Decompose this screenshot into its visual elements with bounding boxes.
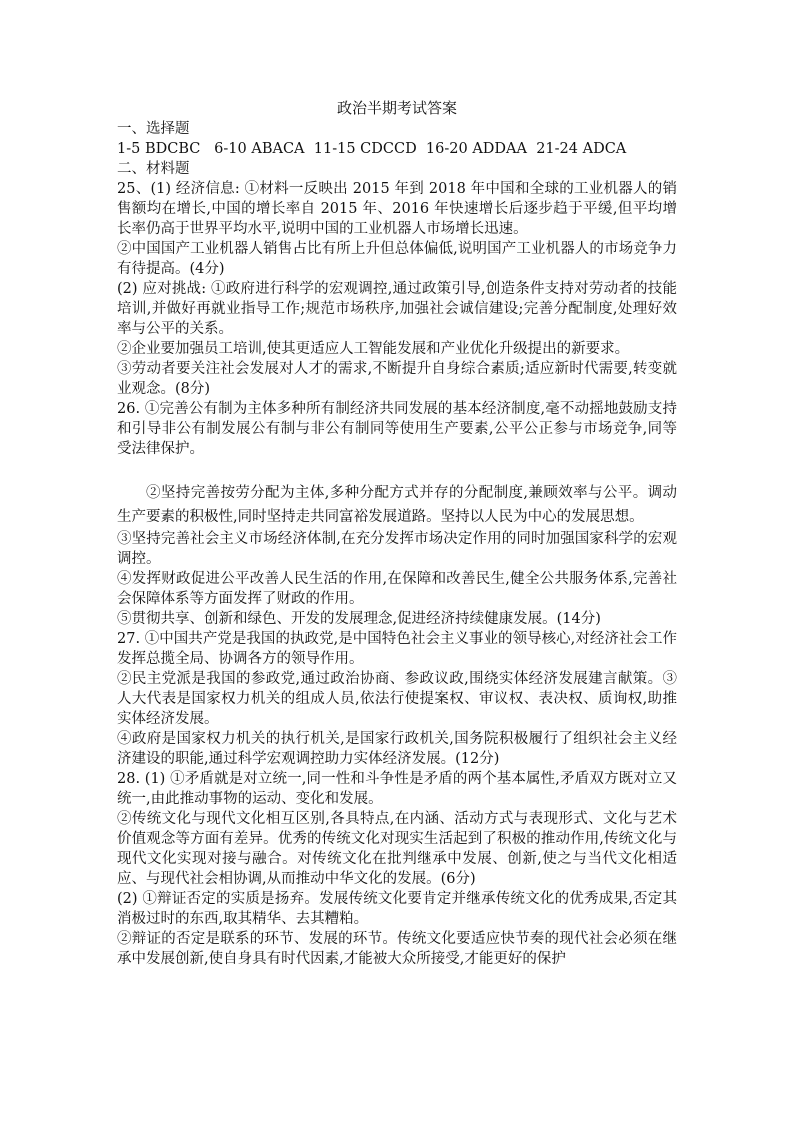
q26-point4: ④发挥财政促进公平改善人民生活的作用,在保障和改善民生,健全公共服务体系,完善社会保障体系等方面发挥了财政的作用。 [117,571,677,607]
q28-part2-point2: ②辩证的否定是联系的环节、发展的环节。传统文化要适应快节奏的现代社会必须在继承中发展创新,使自身具有时代因素,才能被大众所接受,才能更好的保护 [117,931,677,967]
q28-part1-point2: ②传统文化与现代文化相互区别,各具特点,在内涵、活动方式与表现形式、文化与艺术价值观念等方面有差异。优秀的传统文化对现实生活起到了积极的推动作用,传统文化与现代文化实现对接与融合。对传统文化在批判继承中发展、创新,使之与当代文化相适应、与现代社会相协调,从而推动中华文化的发展。(6分) [117,811,677,887]
multiple-choice-answers: 1-5 BDCBC 6-10 ABACA 11-15 CDCCD 16-20 ADDAA 21-24 ADCA [117,141,627,157]
q25-part1-point2: ②中国国产工业机器人销售占比有所上升但总体偏低,说明国产工业机器人的市场竞争力有待提高。(4分) [117,241,677,277]
q28-part2-point1: (2) ①辩证否定的实质是扬弃。发展传统文化要肯定并继承传统文化的优秀成果,否定其消极过时的东西,取其精华、去其糟粕。 [117,891,677,927]
q25-part2-challenges: (2) 应对挑战: ①政府进行科学的宏观调控,通过政策引导,创造条件支持对劳动者的技能培训,并做好再就业指导工作;规范市场秩序,加强社会诚信建设;完善分配制度,处理好效率与公平的关系。 [117,281,677,337]
q27-point1: 27. ①中国共产党是我国的执政党,是中国特色社会主义事业的领导核心,对经济社会工作发挥总揽全局、协调各方的领导作用。 [117,631,677,667]
q26-point3: ③坚持完善社会主义市场经济体制,在充分发挥市场决定作用的同时加强国家科学的宏观调控。 [117,531,677,567]
answer-document [117,98,677,969]
q26-point1: 26. ①完善公有制为主体多种所有制经济共同发展的基本经济制度,毫不动摇地鼓励支持和引导非公有制发展公有制与非公有制同等使用生产要素,公平公正参与市场竞争,同等受法律保护。 [117,401,677,457]
q25-part2-point3: ③劳动者要关注社会发展对人才的需求,不断提升自身综合素质;适应新时代需要,转变就业观念。(8分) [117,361,677,397]
q26-point5: ⑤贯彻共享、创新和绿色、开发的发展理念,促进经济持续健康发展。(14分) [117,611,601,627]
q25-part1-economic-info: 25、(1) 经济信息: ①材料一反映出 2015 年到 2018 年中国和全球的工业机器人的销售额均在增长,中国的增长率自 2015 年、2016 年快速增长后逐步趋于平缓,但平均增长率仍高于世界平均水平,说明中国的工业机器人市场增长迅速。 [117,181,677,237]
section-heading-material: 二、材料题 [117,161,190,177]
document-title: 政治半期考试答案 [336,99,457,117]
q27-point4: ④政府是国家权力机关的执行机关,是国家行政机关,国务院积极履行了组织社会主义经济建设的职能,通过科学宏观调控助力实体经济发展。(12分) [117,731,677,767]
q25-part2-point2: ②企业要加强员工培训,使其更适应人工智能发展和产业优化升级提出的新要求。 [117,341,630,357]
section-heading-multiple-choice: 一、选择题 [117,121,190,137]
q28-part1-point1: 28. (1) ①矛盾就是对立统一,同一性和斗争性是矛盾的两个基本属性,矛盾双方既对立又统一,由此推动事物的运动、变化和发展。 [117,771,677,807]
q27-point2-3: ②民主党派是我国的参政党,通过政治协商、参政议政,围绕实体经济发展建言献策。③人大代表是国家权力机关的组成人员,依法行使提案权、审议权、表决权、质询权,助推实体经济发展。 [117,671,677,727]
q26-point2: ②坚持完善按劳分配为主体,多种分配方式并存的分配制度,兼顾效率与公平。调动生产要素的积极性,同时坚持走共同富裕发展道路。坚持以人民为中心的发展思想。 [117,485,677,525]
